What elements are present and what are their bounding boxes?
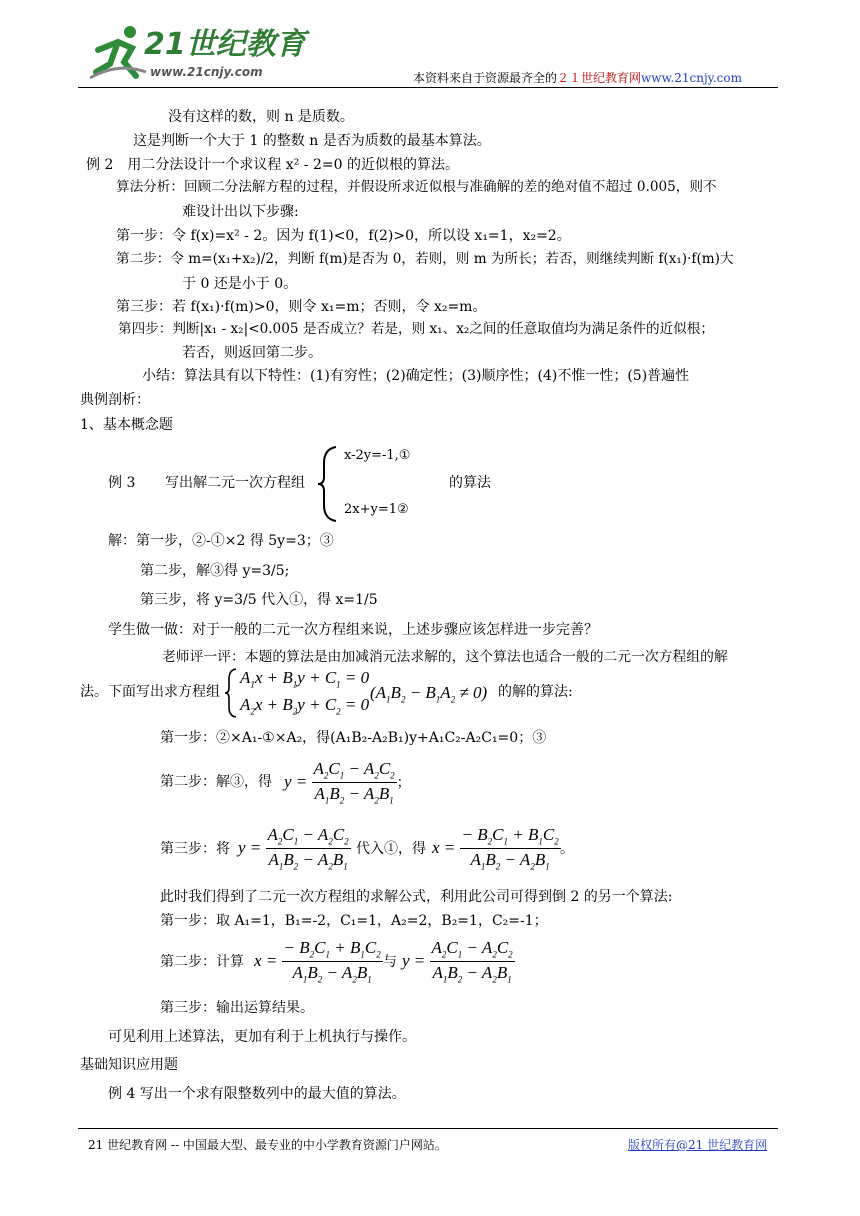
text-line: 第一步：取 A₁=1，B₁=-2，C₁=1，A₂=2，B₂=1，C₂=-1； — [160, 913, 548, 929]
section-heading: 1、基本概念题 — [80, 417, 173, 433]
text-line: 的解的算法: — [498, 684, 573, 700]
left-brace-icon — [224, 667, 238, 719]
text-line: 难设计出以下步骤: — [182, 204, 299, 220]
text-line: 例 2 用二分法设计一个求议程 x² - 2=0 的近似根的算法。 — [86, 157, 459, 173]
text-line: 与 — [383, 954, 397, 970]
text-line: 第一步：令 f(x)=x² - 2。因为 f(1)<0，f(2)>0，所以设 x₁=1，x₂=2。 — [116, 228, 571, 244]
equation-1: x-2y=-1,① — [344, 448, 411, 463]
formula-y-compute: y = $\frac{A_2C_1 - A_2C_2}{A_1B_2 - A_2B_1}$ — [402, 938, 513, 985]
text-line: 解：第一步，②-①×2 得 5y=3；③ — [108, 533, 334, 549]
text-line: 法。下面写出求方程组 — [80, 684, 220, 700]
header-right — [413, 72, 742, 84]
text-line: 这是判断一个大于 1 的整数 n 是否为质数的最基本算法。 — [133, 133, 491, 149]
example-text: 写出解二元一次方程组 — [165, 475, 305, 491]
example-tail: 的算法 — [449, 475, 491, 491]
text-line: 学生做一做：对于一般的二元一次方程组来说，上述步骤应该怎样进一步完善？ — [108, 622, 598, 638]
text-line: 没有这样的数，则 n 是质数。 — [168, 109, 354, 125]
text-line: 算法分析：回顾二分法解方程的过程，并假设所求近似根与准确解的差的绝对值不超过 0.005，则不 — [116, 179, 717, 195]
text-line: 第一步：②×A₁-①×A₂，得(A₁B₂-A₂B₁)y+A₁C₂-A₂C₁=0；③ — [160, 730, 547, 746]
text-line: 第三步：输出运算结果。 — [160, 1000, 314, 1016]
text-line: 可见利用上述算法，更加有利于上机执行与操作。 — [108, 1029, 416, 1045]
header-url[interactable]: www.21cnjy.com — [641, 71, 742, 85]
text-line: 第三步：若 f(x₁)·f(m)>0，则令 x₁=m；否则，令 x₂=m。 — [116, 299, 487, 315]
logo-title: 21世纪教育 — [144, 27, 306, 62]
text-line: 若否，则返回第二步。 — [182, 345, 322, 361]
text-line: 代入①，得 — [356, 841, 426, 857]
formula-x: x = $\frac{- B_2C_1 + B_1C_2}{A_1B_2 - A_2B_1}$ — [432, 825, 559, 872]
example-label: 例 3 — [108, 475, 136, 491]
left-brace-icon — [316, 445, 338, 523]
runner-logo-icon — [88, 22, 148, 82]
formula-y-sub: y = $\frac{A_2C_1 - A_2C_2}{A_1B_2 - A_2B_1}$ — [238, 825, 349, 872]
footer-copyright-link[interactable]: 版权所有@21 世纪教育网 — [628, 1138, 768, 1152]
text-line: 第四步：判断|x₁ - x₂|<0.005 是否成立？若是，则 x₁、x₂之间的任意取值均为满足条件的近似根； — [118, 321, 714, 337]
text-line: 老师评一评：本题的算法是由加减消元法求解的，这个算法也适合一般的二元一次方程组的解 — [162, 649, 728, 665]
text-line: 例 4 写出一个求有限整数列中的最大值的算法。 — [108, 1086, 406, 1102]
formula-x-compute: x = $\frac{- B_2C_1 + B_1C_2}{A_1B_2 - A_2B_1}$ — [254, 938, 381, 985]
header-prefix: 本资料来自于资源最齐全的 — [413, 71, 558, 85]
general-eq-2: $A_2x + B_2y + C_2 = 0$ — [240, 695, 370, 717]
text-line: 第二步，解③得 y=3/5; — [140, 563, 290, 579]
header-rule — [78, 87, 778, 88]
text-line: 小结：算法具有以下特性：(1)有穷性；(2)确定性；(3)顺序性；(4)不惟一性；(5)普遍性 — [142, 368, 690, 384]
text-line: 第二步：令 m=(x₁+x₂)/2，判断 f(m)是否为 0，若则，则 m 为所长；若否，则继续判断 f(x₁)·f(m)大 — [116, 251, 734, 267]
text-line: 第二步：解③，得 — [160, 774, 272, 790]
text-line: 第二步：计算 — [160, 954, 244, 970]
text-line: 第三步，将 y=3/5 代入①，得 x=1/5 — [140, 592, 378, 608]
text-line: 。 — [560, 841, 574, 857]
text-line: 此时我们得到了二元一次方程组的求解公式，利用此公司可得到倒 2 的另一个算法: — [160, 889, 673, 905]
general-condition: $(A_1B_2 - B_1A_2 \ne 0)$ — [370, 683, 488, 705]
text-line: 于 0 还是小于 0。 — [182, 276, 298, 292]
logo — [88, 22, 306, 84]
section-heading: 典例剖析： — [80, 392, 150, 408]
equation-2: 2x+y=1② — [344, 502, 409, 517]
formula-y: y = $\frac{A_2C_1 - A_2C_2}{A_1B_2 - A_2B_1}$ ； — [284, 759, 411, 806]
footer-rule — [78, 1128, 778, 1129]
section-heading: 基础知识应用题 — [80, 1057, 178, 1073]
general-eq-1: $A_1x + B_1y + C_1 = 0$ — [240, 668, 370, 690]
header-brand[interactable]: ２１世纪教育网 — [557, 71, 642, 85]
footer-left: 21 世纪教育网 -- 中国最大型、最专业的中小学教育资源门户网站。 — [88, 1138, 447, 1152]
logo-url: www.21cnjy.com — [150, 65, 263, 79]
text-line: 第三步：将 — [160, 841, 230, 857]
